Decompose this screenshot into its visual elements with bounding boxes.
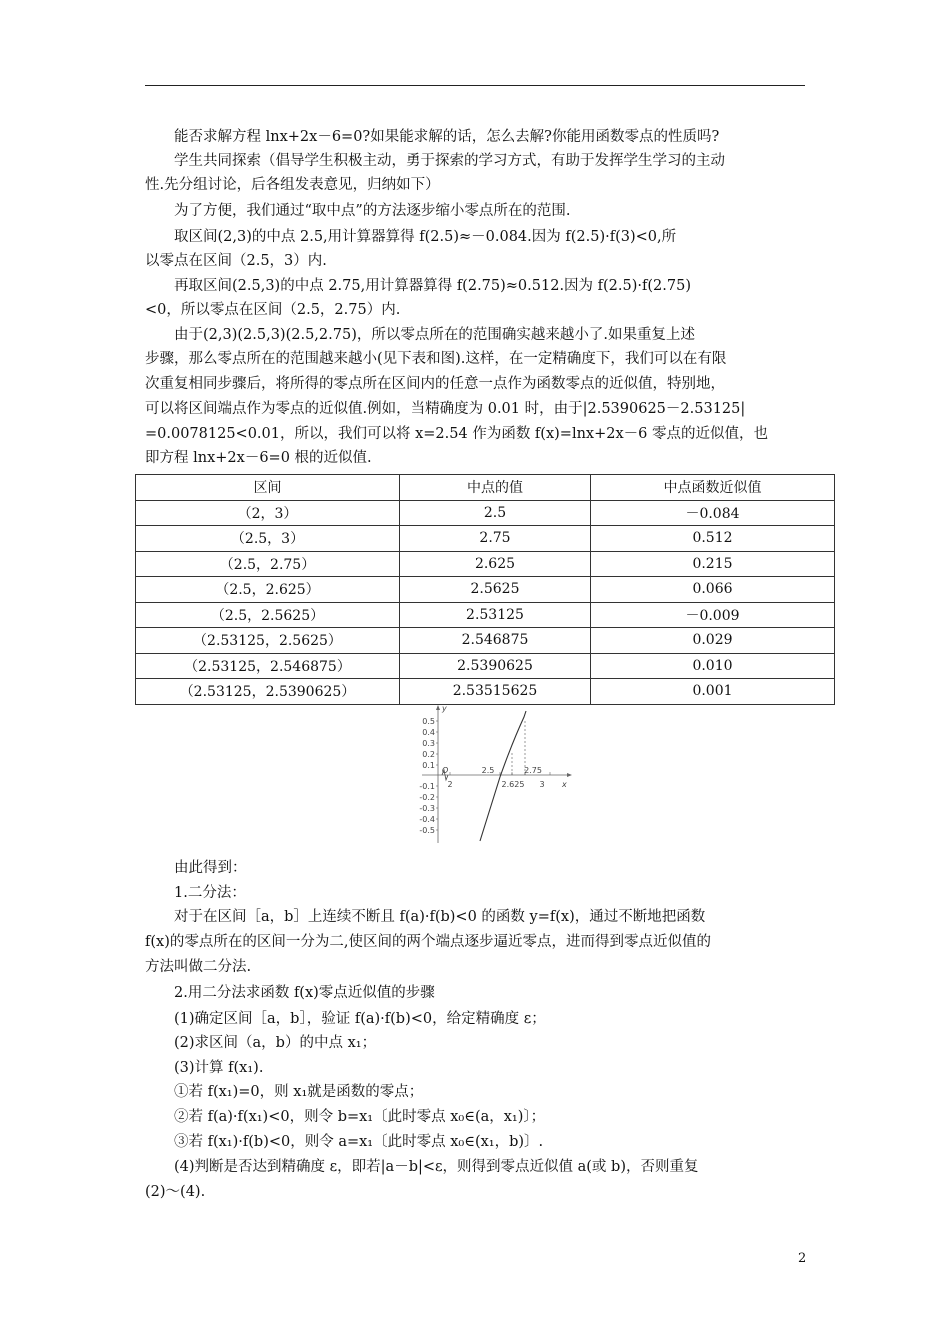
table-cell: （2.5，2.5625）: [136, 602, 400, 628]
table-cell: 2.53125: [400, 602, 591, 628]
paragraph: 由于(2,3)(2.5,3)(2.5,2.75)，所以零点所在的范围确实越来越小了.如果重复上述: [174, 327, 695, 343]
y-tick-label: 0.2: [422, 750, 435, 759]
y-axis-arrow-icon: [436, 705, 440, 710]
table-cell: （2.53125，2.5625）: [136, 628, 400, 654]
paragraph: (2)～(4).: [145, 1184, 206, 1200]
paragraph: 性.先分组讨论，后各组发表意见，归纳如下）: [145, 177, 440, 193]
paragraph: ③若 f(x₁)·f(b)<0，则令 a=x₁〔此时零点 x₀∈(x₁，b)〕.: [174, 1134, 544, 1150]
x-tick-label: 2.75: [524, 766, 542, 775]
page-number: 2: [798, 1251, 807, 1266]
x-tick-label: 2: [447, 780, 453, 789]
table-cell: （2.53125，2.546875）: [136, 653, 400, 679]
y-tick-label: -0.1: [419, 782, 435, 791]
paragraph: =0.0078125<0.01，所以，我们可以将 x=2.54 作为函数 f(x)=lnx+2x－6 零点的近似值，也: [145, 426, 768, 442]
paragraph: 由此得到：: [174, 860, 247, 876]
paragraph: 可以将区间端点作为零点的近似值.例如，当精确度为 0.01 时，由于|2.5390625－2.53125|: [145, 401, 746, 417]
paragraph: 再取区间(2.5,3)的中点 2.75,用计算器算得 f(2.75)≈0.512.因为 f(2.5)·f(2.75): [174, 278, 691, 294]
paragraph: 1.二分法：: [174, 885, 246, 901]
table-cell: （2.5，3）: [136, 526, 400, 552]
paragraph: 即方程 lnx+2x－6=0 根的近似值.: [145, 450, 372, 466]
x-axis-label: x: [562, 780, 567, 789]
table-header-row: [136, 475, 835, 501]
table-cell: 2.5: [400, 500, 591, 526]
header-rule: [145, 85, 805, 86]
table-row: [136, 551, 835, 577]
paragraph: 取区间(2,3)的中点 2.5,用计算器算得 f(2.5)≈－0.084.因为 f(2.5)·f(3)<0,所: [174, 229, 677, 245]
y-tick-labels: [419, 717, 435, 835]
paragraph: 学生共同探索（倡导学生积极主动，勇于探索的学习方式，有助于发挥学生学习的主动: [174, 153, 725, 169]
bisection-table: [135, 474, 835, 705]
table-cell: 0.001: [591, 679, 835, 705]
table-cell: （2.5，2.625）: [136, 577, 400, 603]
y-tick-label: 0.5: [422, 717, 435, 726]
table-cell: （2，3）: [136, 500, 400, 526]
y-tick-label: 0.4: [422, 728, 435, 737]
table-cell: 0.029: [591, 628, 835, 654]
x-axis-arrow-icon: [567, 773, 572, 777]
y-tick-label: 0.1: [422, 761, 435, 770]
table-cell: 2.5625: [400, 577, 591, 603]
paragraph: ②若 f(a)·f(x₁)<0，则令 b=x₁〔此时零点 x₀∈(a，x₁)〕；: [174, 1109, 546, 1125]
paragraph: (1)确定区间［a，b］，验证 f(a)·f(b)<0，给定精确度 ε；: [174, 1011, 546, 1027]
table-cell: （2.5，2.75）: [136, 551, 400, 577]
y-tick-label: -0.5: [419, 826, 435, 835]
table-cell: 2.5390625: [400, 653, 591, 679]
table-cell: 0.066: [591, 577, 835, 603]
table-cell: 2.75: [400, 526, 591, 552]
table-cell: 0.010: [591, 653, 835, 679]
y-tick-label: -0.2: [419, 793, 435, 802]
x-tick-label: 2.625: [501, 780, 525, 789]
x-tick-label: 2.5: [481, 766, 495, 775]
table-cell: 2.546875: [400, 628, 591, 654]
paragraph: f(x)的零点所在的区间一分为二,使区间的两个端点逐步逼近零点，进而得到零点近似值的: [145, 934, 711, 950]
table-cell: －0.084: [591, 500, 835, 526]
table-row: [136, 526, 835, 552]
y-tick-label: -0.4: [419, 815, 435, 824]
function-graph: [408, 703, 578, 845]
paragraph: (4)判断是否达到精确度 ε，即若|a－b|<ε，则得到零点近似值 a(或 b)，否则重复: [174, 1159, 699, 1175]
paragraph: 次重复相同步骤后，将所得的零点所在区间内的任意一点作为函数零点的近似值，特别地，: [145, 376, 725, 392]
table-row: [136, 679, 835, 705]
y-tick-label: 0.3: [422, 739, 435, 748]
y-axis-label: y: [442, 704, 447, 713]
function-curve: [480, 711, 526, 841]
paragraph: (2)求区间（a，b）的中点 x₁；: [174, 1035, 377, 1051]
paragraph: 对于在区间［a，b］上连续不断且 f(a)·f(b)<0 的函数 y=f(x)，通过不断地把函数: [174, 909, 706, 925]
paragraph: 步骤，那么零点所在的范围越来越小(见下表和图).这样，在一定精确度下，我们可以在有限: [145, 351, 727, 367]
paragraph: ①若 f(x₁)=0，则 x₁就是函数的零点；: [174, 1084, 424, 1100]
table-cell: 0.215: [591, 551, 835, 577]
table-row: [136, 602, 835, 628]
paragraph: 2.用二分法求函数 f(x)零点近似值的步骤: [174, 985, 435, 1001]
column-header: 中点的值: [400, 475, 591, 501]
table-cell: 0.512: [591, 526, 835, 552]
paragraph: 为了方便，我们通过“取中点”的方法逐步缩小零点所在的范围.: [174, 203, 571, 219]
table-cell: （2.53125，2.5390625）: [136, 679, 400, 705]
table-row: [136, 500, 835, 526]
table-cell: －0.009: [591, 602, 835, 628]
column-header: 区间: [136, 475, 400, 501]
column-header: 中点函数近似值: [591, 475, 835, 501]
paragraph: <0，所以零点在区间（2.5，2.75）内.: [145, 302, 401, 318]
table-row: [136, 653, 835, 679]
paragraph: 以零点在区间（2.5，3）内.: [145, 253, 327, 269]
table-cell: 2.625: [400, 551, 591, 577]
table-cell: 2.53515625: [400, 679, 591, 705]
paragraph: (3)计算 f(x₁).: [174, 1060, 264, 1076]
origin-label: O: [442, 766, 449, 775]
y-tick-label: -0.3: [419, 804, 435, 813]
table-row: [136, 577, 835, 603]
paragraph: 能否求解方程 lnx+2x－6=0?如果能求解的话，怎么去解?你能用函数零点的性质吗?: [174, 129, 720, 145]
paragraph: 方法叫做二分法.: [145, 959, 252, 975]
x-tick-label: 3: [539, 780, 545, 789]
table-row: [136, 628, 835, 654]
